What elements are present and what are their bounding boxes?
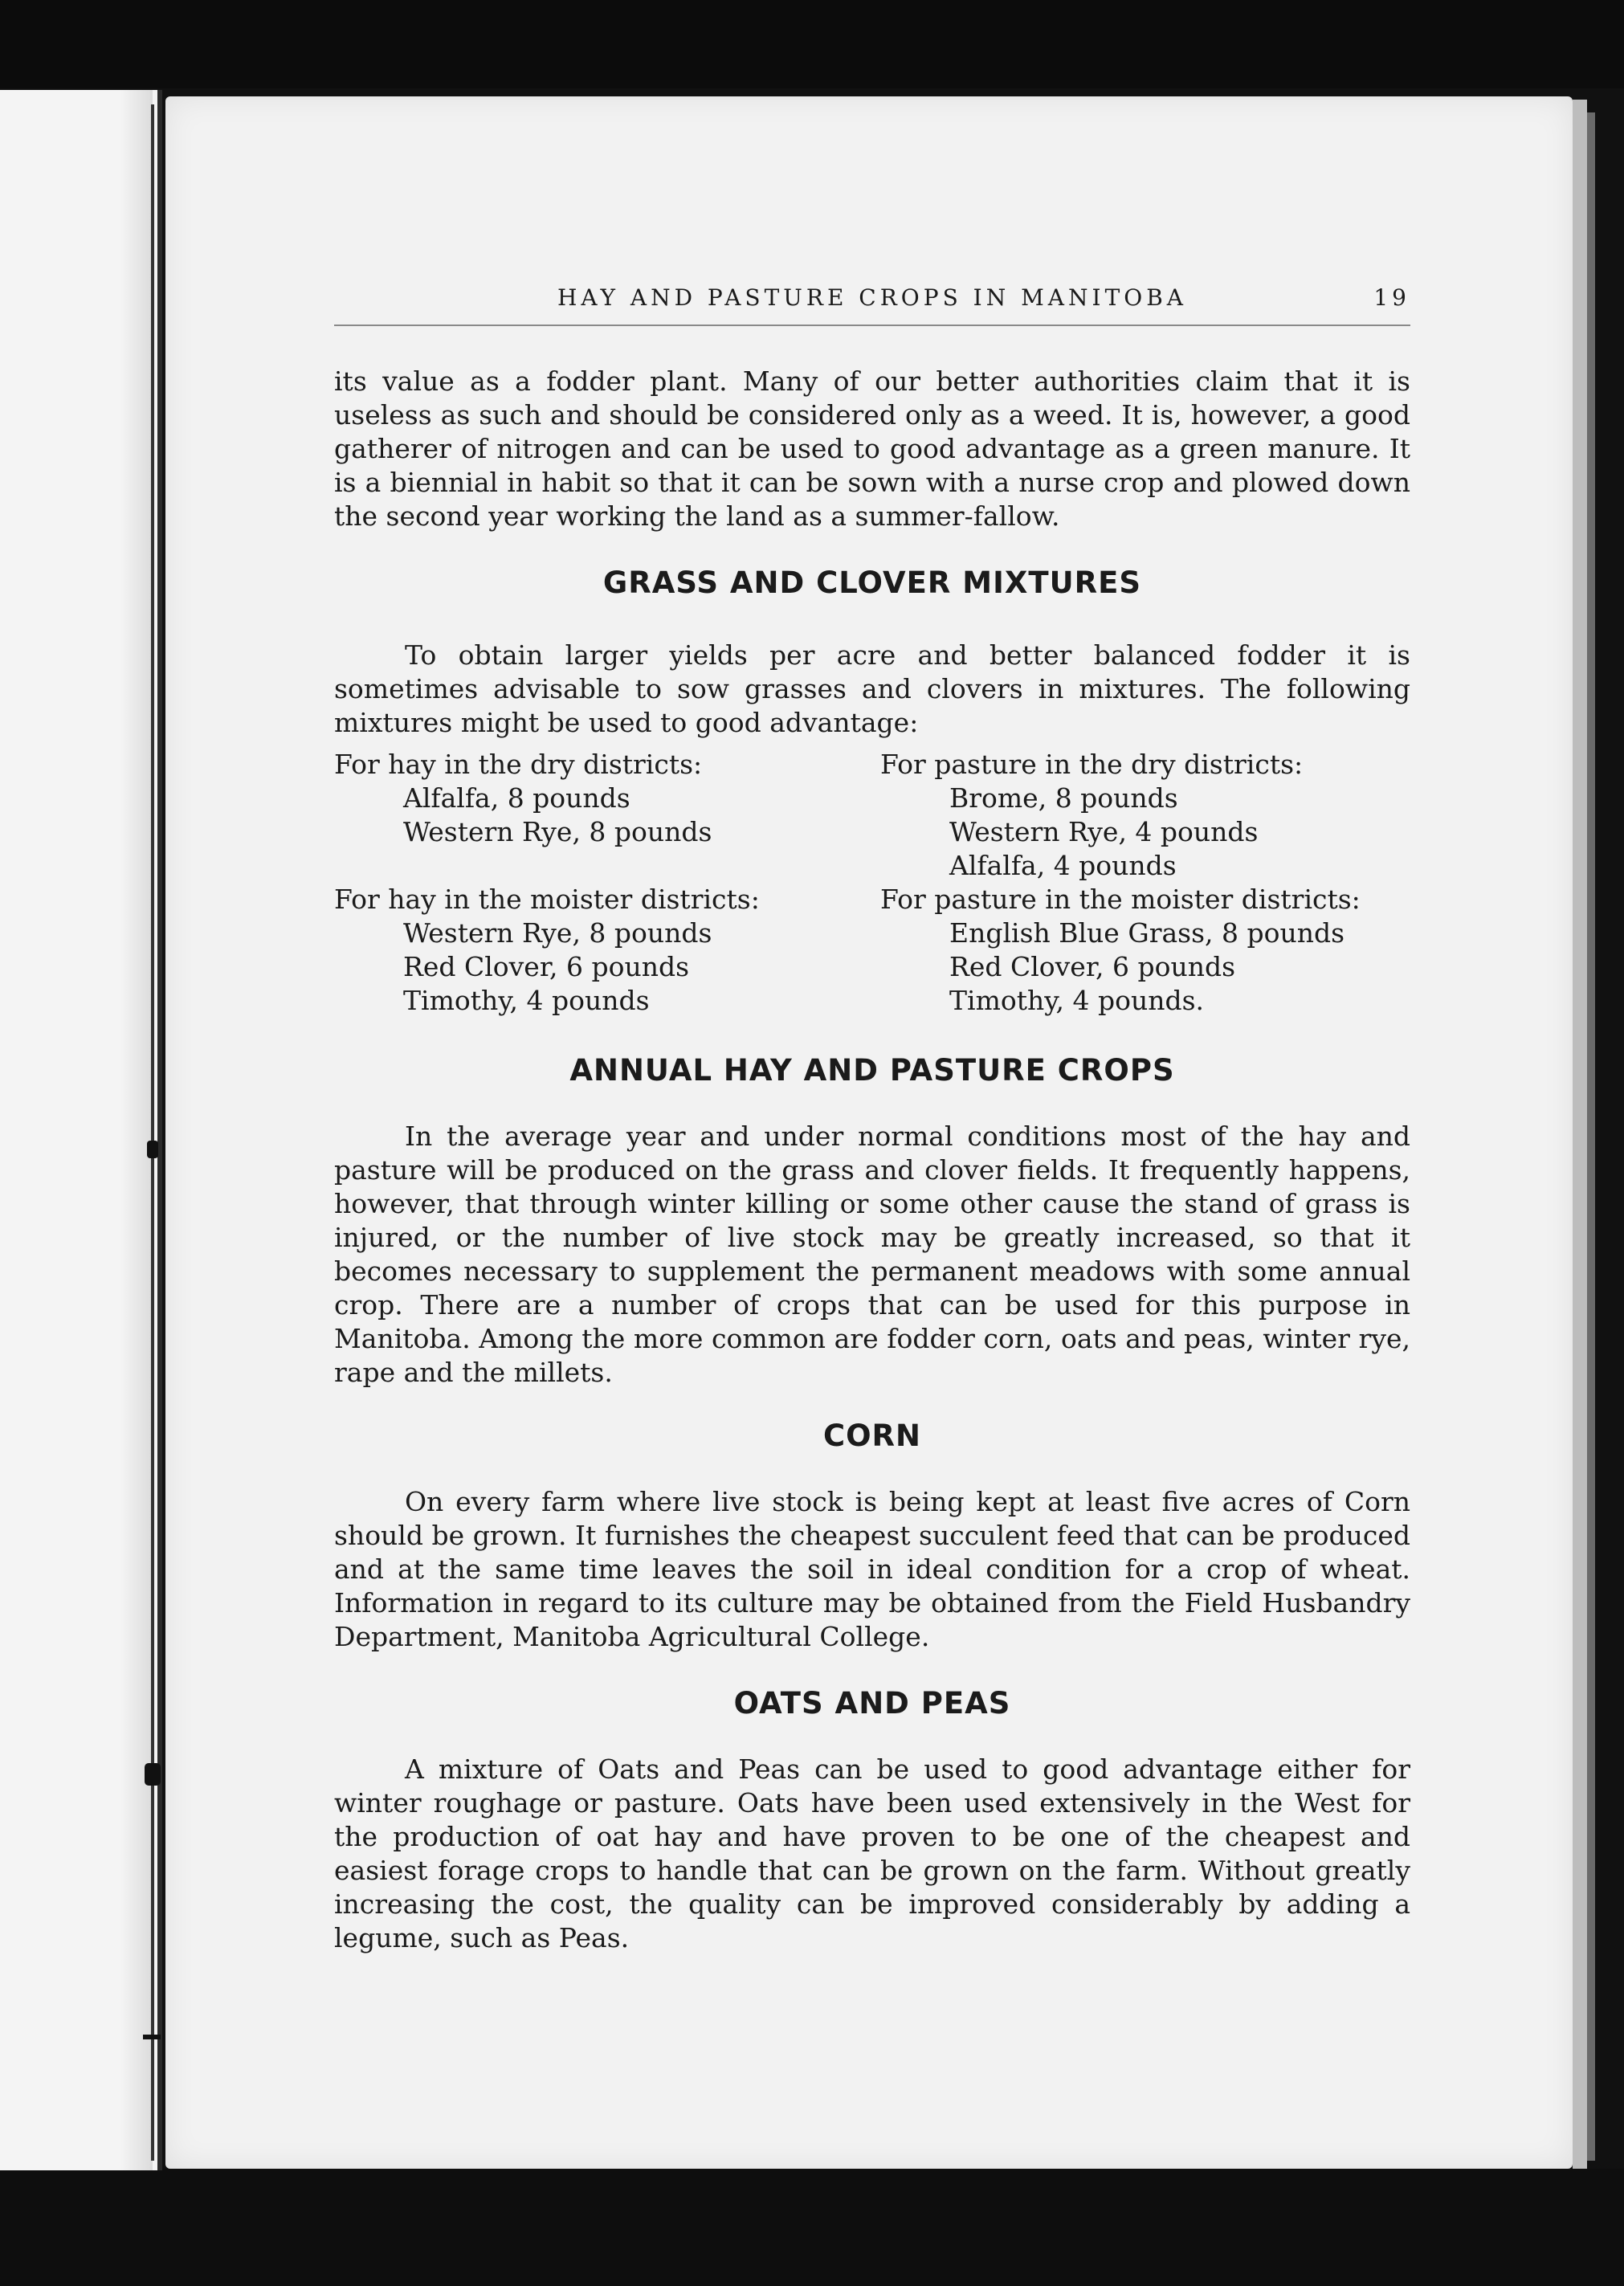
mixture-item: Timothy, 4 pounds. bbox=[949, 985, 1205, 1016]
pasture-mixtures-column bbox=[880, 748, 1410, 1018]
grass-clover-paragraph: To obtain larger yields per acre and better balanced fodder it is sometimes advisable to sow grasses and clovers in mixtures. The following mixtures might be used to good advantage: bbox=[334, 639, 1410, 738]
mixtures-table bbox=[334, 748, 1410, 1018]
mixture-heading: For hay in the moister districts: bbox=[334, 884, 760, 915]
mixture-heading: For pasture in the dry districts: bbox=[880, 749, 1304, 780]
binding-staple bbox=[147, 1141, 158, 1158]
page-content bbox=[334, 281, 1410, 1955]
page-stack-shadow bbox=[1587, 112, 1595, 2161]
heading-annual-crops: ANNUAL HAY AND PASTURE CROPS bbox=[569, 1053, 1175, 1088]
mixture-group bbox=[880, 883, 1410, 1018]
heading-oats-peas: OATS AND PEAS bbox=[733, 1686, 1011, 1721]
intro-paragraph: its value as a fodder plant. Many of our better authorities claim that it is useless as such and should be considered only as a weed. It is, however, a good gatherer of nitrogen and can be used to good advantage as a green manure. It is a biennial in habit so that it can be sown with a nurse crop and plowed down the second year working the land as a summer-fallow. bbox=[334, 365, 1410, 532]
mixture-item: Alfalfa, 8 pounds bbox=[403, 782, 630, 814]
mixture-heading: For hay in the dry districts: bbox=[334, 749, 703, 780]
running-head bbox=[334, 281, 1410, 326]
mixture-spacer bbox=[334, 849, 880, 883]
mixture-item: Timothy, 4 pounds bbox=[403, 985, 650, 1016]
mixture-group bbox=[334, 883, 880, 1018]
running-head-title: HAY AND PASTURE CROPS IN MANITOBA bbox=[557, 284, 1188, 311]
corn-paragraph: On every farm where live stock is being kept at least five acres of Corn should be grown. It furnishes the cheapest succulent feed that can be produced and at the same time leaves the soil in ideal condition for a crop of wheat. Information in regard to its culture may be obtained from the Field Husbandry Department, Manitoba Agricultural College. bbox=[334, 1486, 1410, 1652]
annual-crops-paragraph: In the average year and under normal conditions most of the hay and pasture will be produced on the grass and clover fields. It frequently happens, however, that through winter killing or some other cause the stand of grass is injured, or the number of live stock may be greatly increased, so that it becomes necessary to supplement the permanent meadows with some annual crop. There are a number of crops that can be used for this purpose in Manitoba. Among the more common are fodder corn, oats and peas, winter rye, rape and the millets. bbox=[334, 1121, 1410, 1388]
scan-bottom-edge bbox=[0, 2169, 1624, 2286]
mixture-item: Western Rye, 8 pounds bbox=[403, 917, 712, 949]
binding-staple bbox=[145, 1763, 161, 1786]
scan-top-edge bbox=[0, 0, 1624, 88]
binding-line bbox=[151, 104, 154, 2161]
binding-clip bbox=[143, 2035, 161, 2039]
gutter-shadow bbox=[120, 90, 153, 2170]
mixture-item: Alfalfa, 4 pounds bbox=[949, 850, 1177, 881]
oats-peas-paragraph: A mixture of Oats and Peas can be used to good advantage either for winter roughage or pasture. Oats have been used extensively in the West for the production of oat hay and have proven to be one of the cheapest and easiest forage crops to handle that can be grown on the farm. Without greatly increasing the cost, the quality can be improved considerably by adding a legume, such as Peas. bbox=[334, 1753, 1410, 1953]
page-stack-edge bbox=[1573, 100, 1587, 2169]
heading-grass-clover: GRASS AND CLOVER MIXTURES bbox=[602, 565, 1142, 600]
heading-corn: CORN bbox=[822, 1419, 922, 1453]
hay-mixtures-column bbox=[334, 748, 880, 1018]
mixture-item: English Blue Grass, 8 pounds bbox=[949, 917, 1345, 949]
page-number: 19 bbox=[1373, 284, 1410, 311]
mixture-item: Western Rye, 4 pounds bbox=[949, 816, 1259, 847]
mixture-item: Red Clover, 6 pounds bbox=[403, 951, 690, 982]
mixture-group bbox=[880, 748, 1410, 883]
mixture-item: Red Clover, 6 pounds bbox=[949, 951, 1236, 982]
mixture-heading: For pasture in the moister districts: bbox=[880, 884, 1361, 915]
mixture-item: Brome, 8 pounds bbox=[949, 782, 1178, 814]
mixture-group bbox=[334, 748, 880, 883]
mixture-item: Western Rye, 8 pounds bbox=[403, 816, 712, 847]
